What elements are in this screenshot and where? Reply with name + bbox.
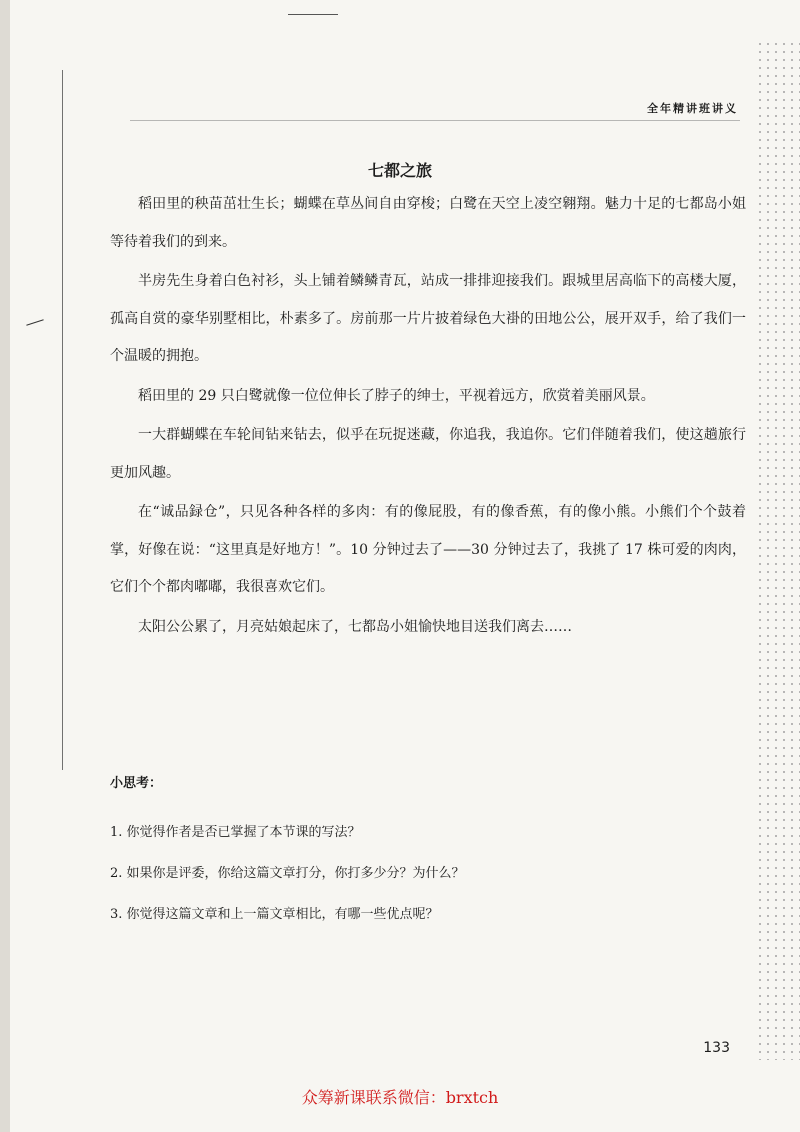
- thinking-question: 3. 你觉得这篇文章和上一篇文章相比，有哪一些优点呢？: [110, 907, 439, 922]
- essay-paragraph: 太阳公公累了，月亮姑娘起床了，七都岛小姐愉快地目送我们离去……: [138, 618, 572, 635]
- scan-mark-left: [26, 319, 43, 326]
- essay-paragraph: 稻田里的秧苗茁壮生长；蝴蝶在草丛间自由穿梭；白鹭在天空上凌空翱翔。魅力十足的七都岛小姐等待着我们的到来。: [110, 196, 746, 250]
- essay-paragraph: 半房先生身着白色衬衫，头上铺着鳞鳞青瓦，站成一排排迎接我们。跟城里居高临下的高楼大厦，孤高自赏的豪华别墅相比，朴素多了。房前那一片片披着绿色大褂的田地公公，展开双手，给了我们一个温暖的拥抱。: [110, 273, 746, 364]
- thinking-title: 小思考：: [110, 776, 163, 791]
- watermark-text: 众筹新课联系微信：brxtch: [301, 1088, 499, 1107]
- essay-paragraph: 一大群蝴蝶在车轮间钻来钻去，似乎在玩捉迷藏，你追我，我追你。它们伴随着我们，使这趟旅行更加风趣。: [110, 427, 746, 481]
- essay-title: 七都之旅: [367, 161, 432, 180]
- thinking-section: [110, 772, 730, 944]
- running-header: 全年精讲班讲义: [647, 102, 738, 115]
- scan-mark-top: [288, 14, 338, 15]
- header-divider: [130, 120, 740, 121]
- thinking-question: 2. 如果你是评委，你给这篇文章打分，你打多少分？为什么？: [110, 866, 465, 881]
- essay-body: [110, 186, 746, 648]
- page-number: 133: [703, 1040, 730, 1056]
- dotted-margin: [756, 40, 800, 1060]
- thinking-question: 1. 你觉得作者是否已掌握了本节课的写法？: [110, 825, 361, 840]
- essay-paragraph: 在“诚品録仓”，只见各种各样的多肉：有的像屁股，有的像香蕉，有的像小熊。小熊们个个鼓着掌，好像在说：“这里真是好地方！”。10 分钟过去了——30 分钟过去了，我挑了 17 株可爱的肉肉，它们个个都肉嘟嘟，我很喜欢它们。: [110, 504, 746, 595]
- essay-paragraph: 稻田里的 29 只白鹭就像一位位伸长了脖子的绅士，平视着远方，欣赏着美丽风景。: [138, 387, 655, 404]
